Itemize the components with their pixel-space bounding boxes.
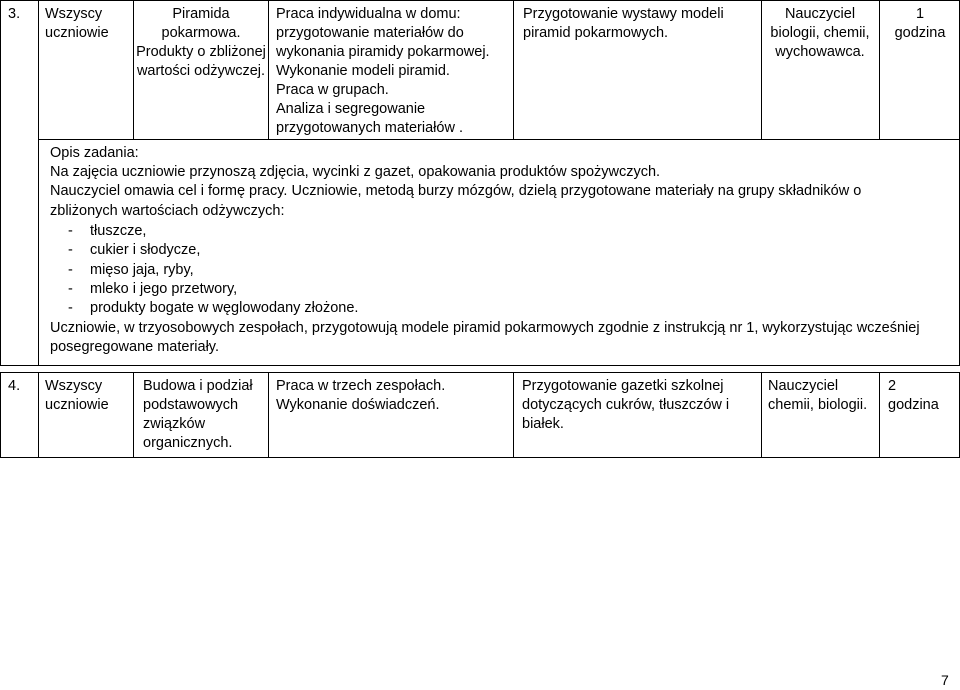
page-number: 7 — [941, 672, 949, 688]
rule4-col4-left — [513, 372, 514, 457]
list-item-text: mleko i jego przetwory, — [90, 281, 238, 297]
row3-activity-line: wykonania piramidy pokarmowej. — [276, 44, 490, 60]
rule4-col0-left — [0, 372, 1, 457]
list-item-text: tłuszcze, — [90, 223, 147, 239]
task-line-5: posegregowane materiały. — [50, 339, 219, 355]
list-item-text: cukier i słodycze, — [90, 242, 201, 258]
row3-outcome: Przygotowanie wystawy modeli piramid pokarmowych. — [523, 6, 724, 41]
rule4-col2-left — [133, 372, 134, 457]
task-line-1: Na zajęcia uczniowie przynoszą zdjęcia, wycinki z gazet, opakowania produktów spożywczych. — [50, 164, 661, 180]
row4-outcome: Przygotowanie gazetki szkolnej dotyczących cukrów, tłuszczów i białek. — [522, 378, 730, 432]
list-dash: - — [68, 300, 73, 316]
row4-hours-unit: godzina — [888, 397, 939, 413]
row3-number: 3. — [8, 6, 21, 22]
row4-teacher: Nauczyciel chemii, biologii. — [768, 378, 868, 413]
row3-hours — [881, 5, 959, 43]
rule4-col6-left — [879, 372, 880, 457]
list-dash: - — [68, 242, 73, 258]
row3-topic: Piramida pokarmowa. Produkty o zbliżonej wartości odżywczej. — [136, 6, 266, 79]
rule-col6-left — [879, 0, 880, 139]
list-item-text: mięso jaja, ryby, — [90, 262, 194, 278]
rule-col4-left — [513, 0, 514, 139]
rule-col5-left — [761, 0, 762, 139]
row4-hours-number: 2 — [888, 378, 897, 394]
row3-activity-line: Analiza i segregowanie — [276, 101, 426, 117]
task-line-4: Uczniowie, w trzyosobowych zespołach, przygotowują modele piramid pokarmowych zgodnie z instrukcją nr 1, wykorzystując wcześniej — [50, 320, 920, 336]
rule-row4-top — [0, 372, 960, 373]
rule4-col5-left — [761, 372, 762, 457]
row3-activity — [276, 5, 512, 138]
row3-hours-unit: godzina — [894, 25, 946, 41]
rule4-col3-left — [268, 372, 269, 457]
row3-activity-line: Praca indywidualna w domu: — [276, 6, 461, 22]
rule-task-bottom — [0, 365, 960, 366]
row3-who: Wszyscy uczniowie — [45, 6, 109, 41]
row4-topic: Budowa i podział podstawowych związków organicznych. — [143, 378, 253, 451]
task-line-2: Nauczyciel omawia cel i formę pracy. Uczniowie, metodą burzy mózgów, dzielą przygotowane materiały na grupy składników o — [50, 183, 862, 199]
rule-row3-bottom — [38, 139, 960, 140]
rule-col1-left — [38, 0, 39, 365]
rule-col0-left — [0, 0, 1, 365]
row4-activity: Praca w trzech zespołach. Wykonanie doświadczeń. — [276, 378, 446, 413]
row3-activity-line: Praca w grupach. — [276, 82, 389, 98]
list-dash: - — [68, 223, 73, 239]
rule-col3-left — [268, 0, 269, 139]
row3-activity-line: Wykonanie modeli piramid. — [276, 63, 450, 79]
row4-who: Wszyscy uczniowie — [45, 378, 109, 413]
row3-activity-line: przygotowanych materiałów . — [276, 120, 463, 136]
task-line-3: zbliżonych wartościach odżywczych: — [50, 203, 285, 219]
rule-top — [0, 0, 960, 1]
row4-hours — [888, 377, 958, 415]
list-dash: - — [68, 262, 73, 278]
row3-hours-number: 1 — [915, 6, 925, 22]
row3-teacher: Nauczyciel biologii, chemii, wychowawca. — [770, 6, 870, 60]
task-label: Opis zadania: — [50, 145, 139, 161]
row3-activity-line: przygotowanie materiałów do — [276, 25, 464, 41]
list-dash: - — [68, 281, 73, 297]
rule4-col1-left — [38, 372, 39, 457]
rule-row4-bottom — [0, 457, 960, 458]
row4-number: 4. — [8, 378, 21, 394]
list-item-text: produkty bogate w węglowodany złożone. — [90, 300, 359, 316]
rule-col2-left — [133, 0, 134, 139]
